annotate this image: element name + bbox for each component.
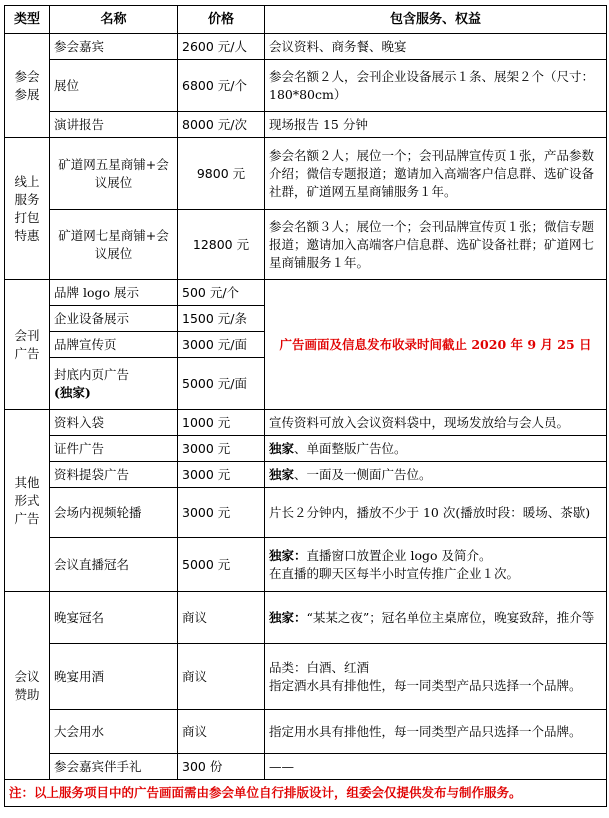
- item-services: 参会名额２人，会刊企业设备展示１条、展架２个（尺寸：180*80cm）: [265, 60, 607, 112]
- item-price: 9800 元: [178, 138, 265, 210]
- item-price: 1500 元/条: [178, 306, 265, 332]
- table-row: [5, 436, 607, 462]
- table-row: [5, 210, 607, 280]
- item-services: [265, 538, 607, 592]
- services-line-1: 品类：白酒、红酒: [269, 659, 370, 675]
- exclusive-tag: (独家): [54, 384, 91, 400]
- item-name: 演讲报告: [50, 112, 178, 138]
- category-cell: 线上服务打包特惠: [5, 138, 50, 280]
- header-price: 价格: [178, 6, 265, 34]
- exclusive-label: 独家: [269, 440, 295, 456]
- table-row: [5, 138, 607, 210]
- item-services: 参会名额２人；展位一个；会刊品牌宣传页１张，产品参数介绍；微信专题报道；邀请加入高端客户信息群、选矿设备社群，矿道网五星商铺服务１年。: [265, 138, 607, 210]
- exclusive-label: 独家：: [269, 547, 307, 563]
- services-line-2: 指定酒水具有排他性，每一同类型产品只选择一个品牌。: [269, 677, 582, 693]
- item-services: 片长２分钟内，播放不少于 10 次(播放时段：暖场、茶歇): [265, 488, 607, 538]
- item-name: 晚宴冠名: [50, 592, 178, 644]
- item-name: 会议直播冠名: [50, 538, 178, 592]
- item-name-main: 封底内页广告: [54, 366, 130, 382]
- item-name: 矿道网七星商铺+会议展位: [50, 210, 178, 280]
- item-services: ——: [265, 754, 607, 780]
- pricing-table: [4, 5, 607, 807]
- footer-row: [5, 780, 607, 807]
- item-services: 会议资料、商务餐、晚宴: [265, 34, 607, 60]
- item-price: 商议: [178, 644, 265, 710]
- item-price: 3000 元: [178, 436, 265, 462]
- item-price: 3000 元: [178, 488, 265, 538]
- item-name: 矿道网五星商铺+会议展位: [50, 138, 178, 210]
- item-services: [265, 436, 607, 462]
- item-name: 证件广告: [50, 436, 178, 462]
- table-row: [5, 710, 607, 754]
- item-services: [265, 644, 607, 710]
- services-text: 直播窗口放置企业 logo 及简介。: [306, 547, 492, 563]
- item-name: [50, 358, 178, 410]
- item-price: 1000 元: [178, 410, 265, 436]
- deadline-notice: 广告画面及信息发布收录时间截止 2020 年 9 月 25 日: [265, 280, 607, 410]
- item-name: 资料提袋广告: [50, 462, 178, 488]
- item-price: 8000 元/次: [178, 112, 265, 138]
- item-name: 参会嘉宾伴手礼: [50, 754, 178, 780]
- item-name: 参会嘉宾: [50, 34, 178, 60]
- item-name: 会场内视频轮播: [50, 488, 178, 538]
- item-name: 品牌宣传页: [50, 332, 178, 358]
- table-row: [5, 488, 607, 538]
- table-row: [5, 538, 607, 592]
- services-text: “某某之夜”；冠名单位主桌席位，晚宴致辞，推介等: [306, 609, 595, 625]
- header-name: 名称: [50, 6, 178, 34]
- table-row: [5, 592, 607, 644]
- item-name: 大会用水: [50, 710, 178, 754]
- item-price: 500 元/个: [178, 280, 265, 306]
- category-cell: 其他形式广告: [5, 410, 50, 592]
- category-cell: 会刊广告: [5, 280, 50, 410]
- item-name: 企业设备展示: [50, 306, 178, 332]
- item-price: 商议: [178, 592, 265, 644]
- table-row: [5, 644, 607, 710]
- item-price: 2600 元/人: [178, 34, 265, 60]
- item-services: [265, 462, 607, 488]
- item-services: 现场报告 15 分钟: [265, 112, 607, 138]
- footer-note: 注：以上服务项目中的广告画面需由参会单位自行排版设计，组委会仅提供发布与制作服务。: [5, 780, 607, 807]
- item-name: 品牌 logo 展示: [50, 280, 178, 306]
- services-line-2: 在直播的聊天区每半小时宣传推广企业１次。: [269, 565, 520, 581]
- item-price: 5000 元/面: [178, 358, 265, 410]
- item-price: 5000 元: [178, 538, 265, 592]
- item-services: 宣传资料可放入会议资料袋中，现场发放给与会人员。: [265, 410, 607, 436]
- table-row: [5, 754, 607, 780]
- item-name: 晚宴用酒: [50, 644, 178, 710]
- table-row: [5, 112, 607, 138]
- services-text: 、单面整版广告位。: [294, 440, 407, 456]
- item-price: 商议: [178, 710, 265, 754]
- table-row: [5, 280, 607, 306]
- item-price: 12800 元: [178, 210, 265, 280]
- table-row: [5, 462, 607, 488]
- item-price: 3000 元/面: [178, 332, 265, 358]
- item-price: 3000 元: [178, 462, 265, 488]
- header-category: 类型: [5, 6, 50, 34]
- category-cell: 会议赞助: [5, 592, 50, 780]
- exclusive-label: 独家: [269, 466, 295, 482]
- header-row: [5, 6, 607, 34]
- item-services: [265, 592, 607, 644]
- exclusive-label: 独家：: [269, 609, 307, 625]
- table-row: [5, 60, 607, 112]
- item-services: 指定用水具有排他性，每一同类型产品只选择一个品牌。: [265, 710, 607, 754]
- table-row: [5, 34, 607, 60]
- item-services: 参会名额３人；展位一个；会刊品牌宣传页１张；微信专题报道；邀请加入高端客户信息群、选矿设备社群；矿道网七星商铺服务１年。: [265, 210, 607, 280]
- category-cell: 参会参展: [5, 34, 50, 138]
- item-price: 300 份: [178, 754, 265, 780]
- item-price: 6800 元/个: [178, 60, 265, 112]
- services-line-1: [269, 547, 602, 565]
- item-name: 资料入袋: [50, 410, 178, 436]
- item-name: 展位: [50, 60, 178, 112]
- table-row: [5, 410, 607, 436]
- header-services: 包含服务、权益: [265, 6, 607, 34]
- services-text: 、一面及一侧面广告位。: [294, 466, 432, 482]
